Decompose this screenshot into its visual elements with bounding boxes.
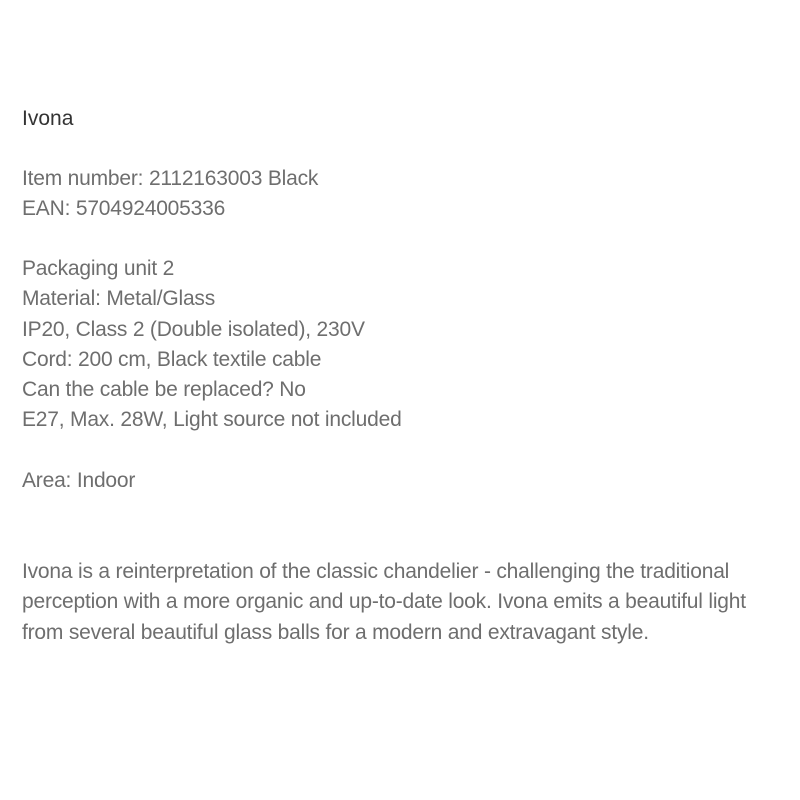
product-title: Ivona bbox=[22, 107, 74, 130]
item-number: Item number: 2112163003 Black bbox=[22, 167, 319, 190]
ean-code: EAN: 5704924005336 bbox=[22, 197, 226, 221]
spec-material: Material: Metal/Glass bbox=[22, 287, 216, 311]
area-block bbox=[22, 466, 135, 496]
spec-cable-replaceable: Can the cable be replaced? No bbox=[22, 378, 306, 402]
spec-electrical: IP20, Class 2 (Double isolated), 230V bbox=[22, 317, 365, 341]
specifications-block bbox=[22, 254, 402, 436]
identifier-block bbox=[22, 164, 318, 225]
spec-light-source: E27, Max. 28W, Light source not included bbox=[22, 408, 402, 432]
spec-area: Area: Indoor bbox=[22, 469, 136, 492]
spec-cord: Cord: 200 cm, Black textile cable bbox=[22, 347, 322, 371]
product-description: Ivona is a reinterpretation of the classic chandelier - challenging the traditional perception with a more organic and up-to-date look. Ivona emits a beautiful light from several beautiful glass balls for a modern and extravagant style. bbox=[22, 560, 746, 644]
spec-packaging-unit: Packaging unit 2 bbox=[22, 257, 175, 280]
